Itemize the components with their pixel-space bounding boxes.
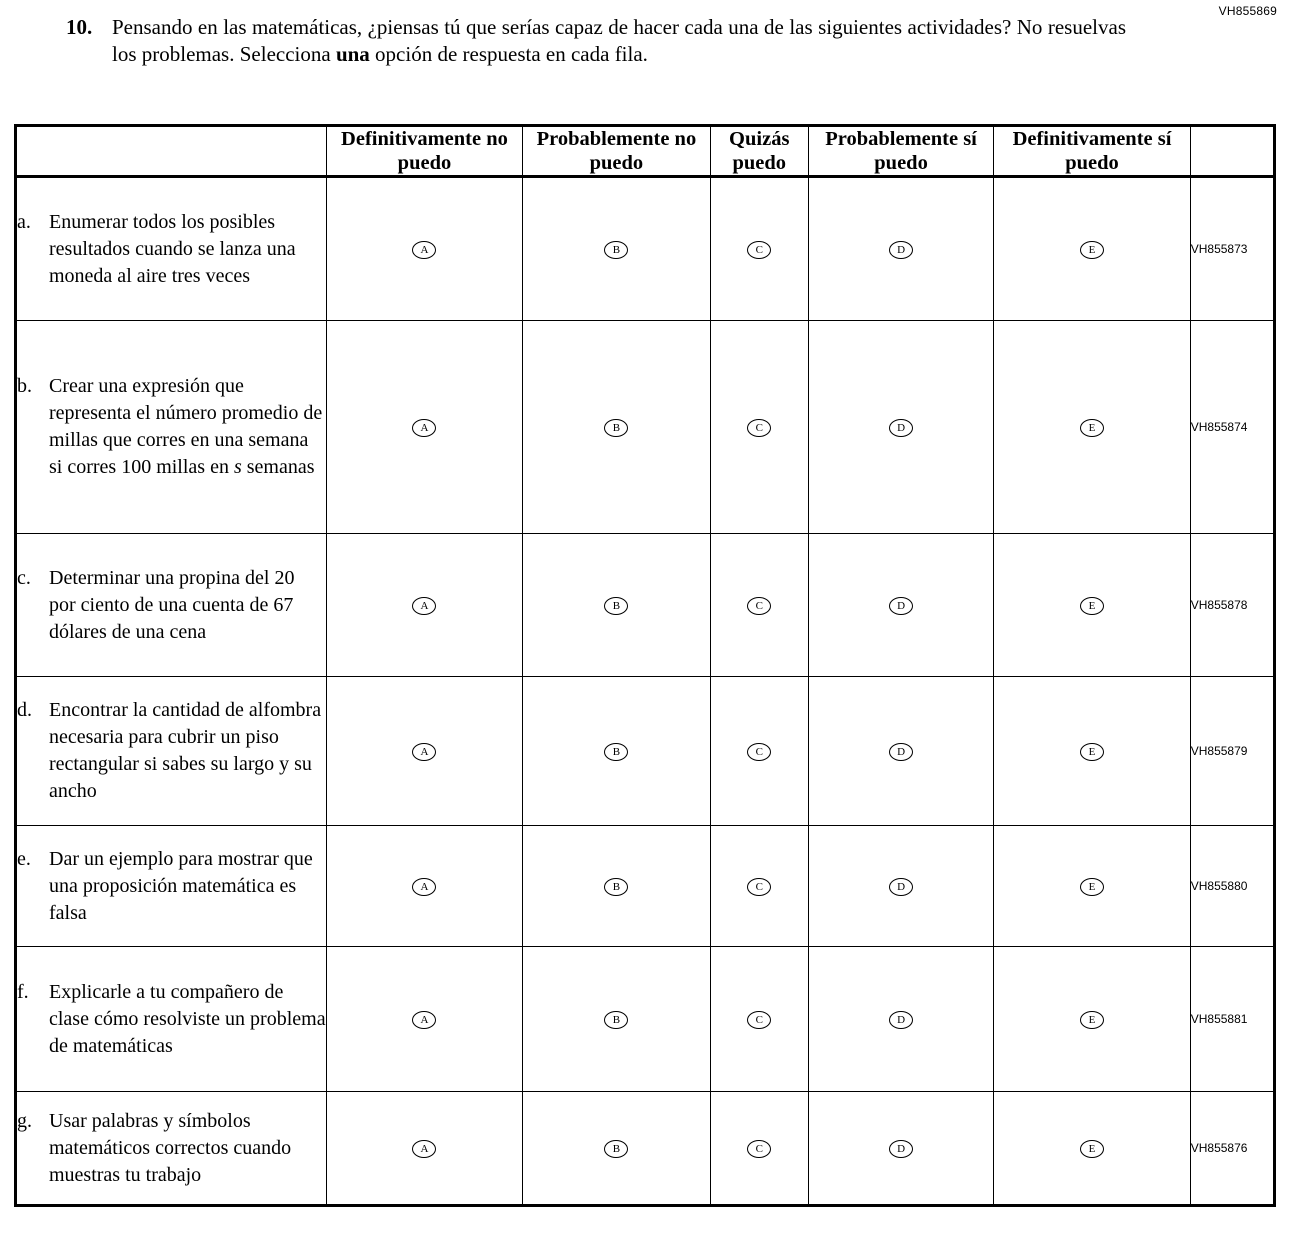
option-e-row-d[interactable] <box>994 677 1190 826</box>
question-number: 10. <box>66 15 93 39</box>
item-cell-a <box>16 177 327 321</box>
table-row <box>16 1092 1275 1206</box>
table-row <box>16 826 1275 947</box>
option-a-row-d[interactable] <box>326 677 522 826</box>
bubble-d[interactable]: D <box>889 241 913 259</box>
table-row <box>16 177 1275 321</box>
bubble-e[interactable]: E <box>1080 1011 1104 1029</box>
bubble-d[interactable]: D <box>889 1011 913 1029</box>
bubble-d[interactable]: D <box>889 419 913 437</box>
item-text-d: Encontrar la cantidad de alfombra necesaria para cubrir un piso rectangular si sabes su largo y su ancho <box>49 699 322 802</box>
option-b-row-b[interactable] <box>523 321 710 534</box>
bubble-c[interactable]: C <box>747 1140 771 1158</box>
option-c-row-a[interactable] <box>710 177 808 321</box>
bubble-a[interactable]: A <box>412 241 436 259</box>
bubble-a[interactable]: A <box>412 597 436 615</box>
header-probablemente-si-puedo: Probablemente sí puedo <box>808 126 993 177</box>
option-b-row-a[interactable] <box>523 177 710 321</box>
header-definitivamente-no-puedo: Definitivamente no puedo <box>326 126 522 177</box>
option-e-row-f[interactable] <box>994 947 1190 1092</box>
item-cell-f <box>16 947 327 1092</box>
option-c-row-b[interactable] <box>710 321 808 534</box>
row-id-g: VH855876 <box>1190 1092 1274 1206</box>
item-letter-f: f. <box>17 980 29 1003</box>
option-d-row-a[interactable] <box>808 177 993 321</box>
bubble-b[interactable]: B <box>604 597 628 615</box>
item-text-e: Dar un ejemplo para mostrar que una proposición matemática es falsa <box>49 847 313 924</box>
question-text <box>112 14 1126 68</box>
row-id-e: VH855880 <box>1190 826 1274 947</box>
item-text-b <box>49 373 326 481</box>
option-a-row-c[interactable] <box>326 534 522 677</box>
bubble-b[interactable]: B <box>604 241 628 259</box>
row-id-a: VH855873 <box>1190 177 1274 321</box>
option-e-row-g[interactable] <box>994 1092 1190 1206</box>
bubble-c[interactable]: C <box>747 419 771 437</box>
bubble-b[interactable]: B <box>604 878 628 896</box>
item-text-b-part2: semanas <box>241 456 315 478</box>
option-a-row-a[interactable] <box>326 177 522 321</box>
item-letter-d: d. <box>17 699 32 721</box>
item-text-f: Explicarle a tu compañero de clase cómo resolviste un problema de matemáticas <box>49 980 326 1057</box>
option-a-row-b[interactable] <box>326 321 522 534</box>
option-b-row-g[interactable] <box>523 1092 710 1206</box>
header-quizas-puedo: Quizás puedo <box>710 126 808 177</box>
header-id-column <box>1190 126 1274 177</box>
option-a-row-g[interactable] <box>326 1092 522 1206</box>
bubble-c[interactable]: C <box>747 878 771 896</box>
table-header-row <box>16 126 1275 177</box>
bubble-d[interactable]: D <box>889 597 913 615</box>
item-cell-d <box>16 677 327 826</box>
item-letter-e: e. <box>17 847 31 870</box>
option-a-row-f[interactable] <box>326 947 522 1092</box>
option-c-row-g[interactable] <box>710 1092 808 1206</box>
option-e-row-a[interactable] <box>994 177 1190 321</box>
bubble-a[interactable]: A <box>412 1140 436 1158</box>
item-text-b-italic: s <box>233 456 242 478</box>
bubble-a[interactable]: A <box>412 419 436 437</box>
option-b-row-d[interactable] <box>523 677 710 826</box>
header-probablemente-no-puedo: Probablemente no puedo <box>523 126 710 177</box>
option-d-row-c[interactable] <box>808 534 993 677</box>
header-definitivamente-si-puedo: Definitivamente sí puedo <box>994 126 1190 177</box>
header-item-column <box>16 126 327 177</box>
option-b-row-e[interactable] <box>523 826 710 947</box>
option-e-row-b[interactable] <box>994 321 1190 534</box>
question-text-part1: Pensando en las matemáticas, ¿piensas tú que serías capaz de hacer cada una de las siguientes actividades? No resuelvas los problemas. Selecciona <box>112 15 1126 66</box>
option-d-row-b[interactable] <box>808 321 993 534</box>
bubble-e[interactable]: E <box>1080 1140 1104 1158</box>
item-letter-b: b. <box>17 375 32 397</box>
item-cell-c <box>16 534 327 677</box>
bubble-d[interactable]: D <box>889 878 913 896</box>
bubble-e[interactable]: E <box>1080 597 1104 615</box>
bubble-b[interactable]: B <box>604 743 628 761</box>
question-text-part2: opción de respuesta en cada fila. <box>369 42 648 66</box>
bubble-a[interactable]: A <box>412 743 436 761</box>
bubble-e[interactable]: E <box>1080 743 1104 761</box>
table-row <box>16 677 1275 826</box>
item-letter-g: g. <box>17 1109 32 1132</box>
table-row <box>16 321 1275 534</box>
item-text-b-part1: Crear una expresión que representa el número promedio de millas que corres en una semana si corres 100 millas en <box>49 375 323 478</box>
option-c-row-f[interactable] <box>710 947 808 1092</box>
option-e-row-c[interactable] <box>994 534 1190 677</box>
bubble-c[interactable]: C <box>747 241 771 259</box>
row-id-d: VH855879 <box>1190 677 1274 826</box>
option-d-row-d[interactable] <box>808 677 993 826</box>
option-d-row-g[interactable] <box>808 1092 993 1206</box>
option-c-row-e[interactable] <box>710 826 808 947</box>
bubble-d[interactable]: D <box>889 743 913 761</box>
bubble-c[interactable]: C <box>747 597 771 615</box>
bubble-a[interactable]: A <box>412 878 436 896</box>
option-c-row-c[interactable] <box>710 534 808 677</box>
option-b-row-c[interactable] <box>523 534 710 677</box>
item-text-g: Usar palabras y símbolos matemáticos correctos cuando muestras tu trabajo <box>49 1109 292 1186</box>
item-letter-c: c. <box>17 566 31 589</box>
bubble-d[interactable]: D <box>889 1140 913 1158</box>
bubble-a[interactable]: A <box>412 1011 436 1029</box>
bubble-c[interactable]: C <box>747 743 771 761</box>
row-id-c: VH855878 <box>1190 534 1274 677</box>
bubble-e[interactable]: E <box>1080 241 1104 259</box>
response-matrix-table <box>14 124 1276 1207</box>
question-bold-word: una <box>335 42 370 66</box>
option-a-row-e[interactable] <box>326 826 522 947</box>
item-letter-a: a. <box>17 210 31 233</box>
table-row <box>16 947 1275 1092</box>
page-item-id: VH855869 <box>1218 4 1277 18</box>
bubble-b[interactable]: B <box>604 419 628 437</box>
option-e-row-e[interactable] <box>994 826 1190 947</box>
bubble-e[interactable]: E <box>1080 419 1104 437</box>
bubble-c[interactable]: C <box>747 1011 771 1029</box>
table-row <box>16 534 1275 677</box>
row-id-b: VH855874 <box>1190 321 1274 534</box>
item-cell-g <box>16 1092 327 1206</box>
item-cell-e <box>16 826 327 947</box>
option-d-row-f[interactable] <box>808 947 993 1092</box>
option-c-row-d[interactable] <box>710 677 808 826</box>
option-b-row-f[interactable] <box>523 947 710 1092</box>
item-text-a: Enumerar todos los posibles resultados cuando se lanza una moneda al aire tres veces <box>49 210 296 287</box>
item-cell-b <box>16 321 327 534</box>
question-stem <box>66 14 1126 68</box>
bubble-b[interactable]: B <box>604 1140 628 1158</box>
option-d-row-e[interactable] <box>808 826 993 947</box>
item-text-c: Determinar una propina del 20 por ciento de una cuenta de 67 dólares de una cena <box>49 566 295 643</box>
row-id-f: VH855881 <box>1190 947 1274 1092</box>
bubble-b[interactable]: B <box>604 1011 628 1029</box>
bubble-e[interactable]: E <box>1080 878 1104 896</box>
